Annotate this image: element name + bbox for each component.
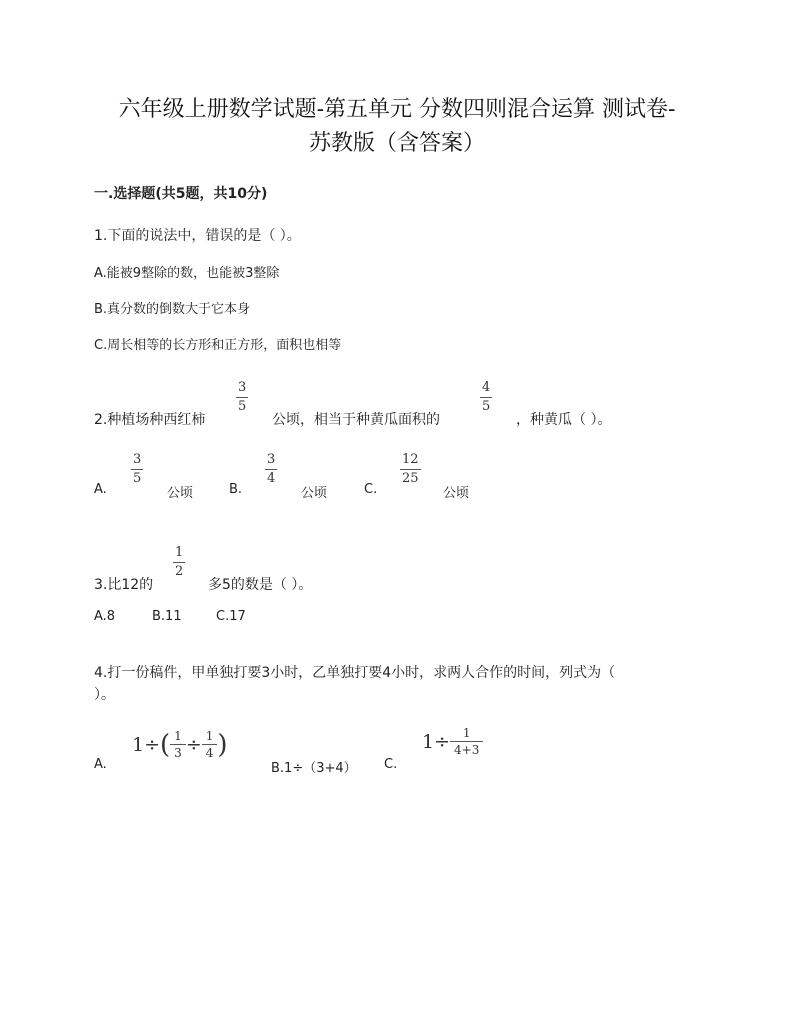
fraction-bar: [400, 469, 421, 470]
question-1-option-b: B.真分数的倒数大于它本身: [94, 302, 251, 317]
fraction-denominator: 5: [133, 471, 142, 486]
fraction-bar: [265, 469, 277, 470]
fraction-denominator: 4+3: [454, 743, 480, 757]
fraction-bar: [450, 741, 483, 742]
question-3-option-b: B.11: [152, 609, 182, 624]
question-3-stem-part2: 多5的数是（ ）。: [208, 577, 313, 593]
math-fraction-one-third: [172, 730, 184, 759]
math-one: 1: [132, 733, 145, 756]
math-one: 1: [422, 730, 435, 753]
fraction-bar: [236, 397, 248, 398]
question-2-stem-part1: 2.种植场种西红柿: [94, 412, 206, 428]
fraction-bar: [170, 744, 186, 745]
fraction-denominator: 25: [402, 471, 419, 486]
fraction-numerator: 3: [238, 380, 247, 395]
fraction-numerator: 1: [462, 726, 471, 740]
question-3-stem-part1: 3.比12的: [94, 577, 154, 593]
question-3-option-a: A.8: [94, 609, 116, 624]
question-2-fraction-2: [480, 381, 492, 414]
question-1-option-c: C.周长相等的长方形和正方形，面积也相等: [94, 338, 342, 353]
fraction-numerator: 1: [174, 729, 182, 743]
fraction-numerator: 1: [175, 545, 184, 560]
fraction-bar: [480, 397, 492, 398]
question-4-option-a-label: A.: [94, 757, 107, 772]
fraction-denominator: 5: [238, 399, 247, 414]
question-4-stem-line2: ）。: [94, 687, 115, 703]
question-2-option-c-label: C.: [364, 482, 378, 497]
question-2-option-b-unit: 公顷: [301, 486, 328, 501]
question-2-stem-part2: 公顷，相当于种黄瓜面积的: [272, 412, 440, 428]
math-fraction-one-quarter: [204, 730, 216, 759]
left-paren: (: [160, 729, 171, 760]
fraction-denominator: 4: [267, 471, 276, 486]
divide-sign: ÷: [434, 730, 451, 753]
section-heading: 一.选择题(共5题，共10分): [94, 186, 268, 202]
math-fraction-one-over-sum: [452, 727, 481, 756]
fraction-denominator: 2: [175, 564, 184, 579]
fraction-numerator: 3: [267, 452, 276, 467]
question-2-fraction-1: [236, 381, 248, 414]
question-3-option-c: C.17: [216, 609, 246, 624]
question-2-option-b-fraction: [265, 453, 277, 486]
fraction-denominator: 5: [482, 399, 491, 414]
fraction-numerator: 12: [402, 452, 419, 467]
question-4-option-c-expression: [422, 727, 483, 756]
question-4-stem-line1: 4.打一份稿件，甲单独打要3小时，乙单独打要4小时，求两人合作的时间，列式为（: [94, 665, 616, 681]
question-1-stem: 1.下面的说法中，错误的是（ ）。: [94, 228, 301, 244]
question-2-option-c-fraction: [400, 453, 421, 486]
question-2-option-b-label: B.: [229, 482, 243, 497]
fraction-bar: [131, 469, 143, 470]
divide-sign: ÷: [185, 733, 202, 756]
fraction-numerator: 3: [133, 452, 142, 467]
question-2-option-a-fraction: [131, 453, 143, 486]
question-4-option-c-label: C.: [384, 757, 398, 772]
page-title-line1: 六年级上册数学试题-第五单元 分数四则混合运算 测试卷-: [118, 97, 676, 122]
fraction-numerator: 4: [482, 380, 491, 395]
fraction-denominator: 4: [205, 746, 214, 760]
page-title-line2: 苏教版（含答案）: [308, 131, 485, 156]
question-2-option-a-label: A.: [94, 482, 107, 497]
question-2-option-a-unit: 公顷: [167, 486, 194, 501]
question-2-stem-part3: ，种黄瓜（ ）。: [516, 412, 612, 428]
fraction-bar: [173, 562, 185, 563]
fraction-numerator: 1: [205, 729, 214, 743]
question-4-option-a-expression: [132, 730, 228, 759]
divide-sign: ÷: [144, 733, 161, 756]
right-paren: ): [217, 729, 228, 760]
question-1-option-a: A.能被9整除的数，也能被3整除: [94, 266, 280, 281]
fraction-bar: [202, 744, 218, 745]
question-2-option-c-unit: 公顷: [443, 486, 470, 501]
question-4-option-b: B.1÷（3+4）: [271, 761, 357, 776]
fraction-denominator: 3: [174, 746, 182, 760]
question-3-fraction: [173, 546, 185, 579]
